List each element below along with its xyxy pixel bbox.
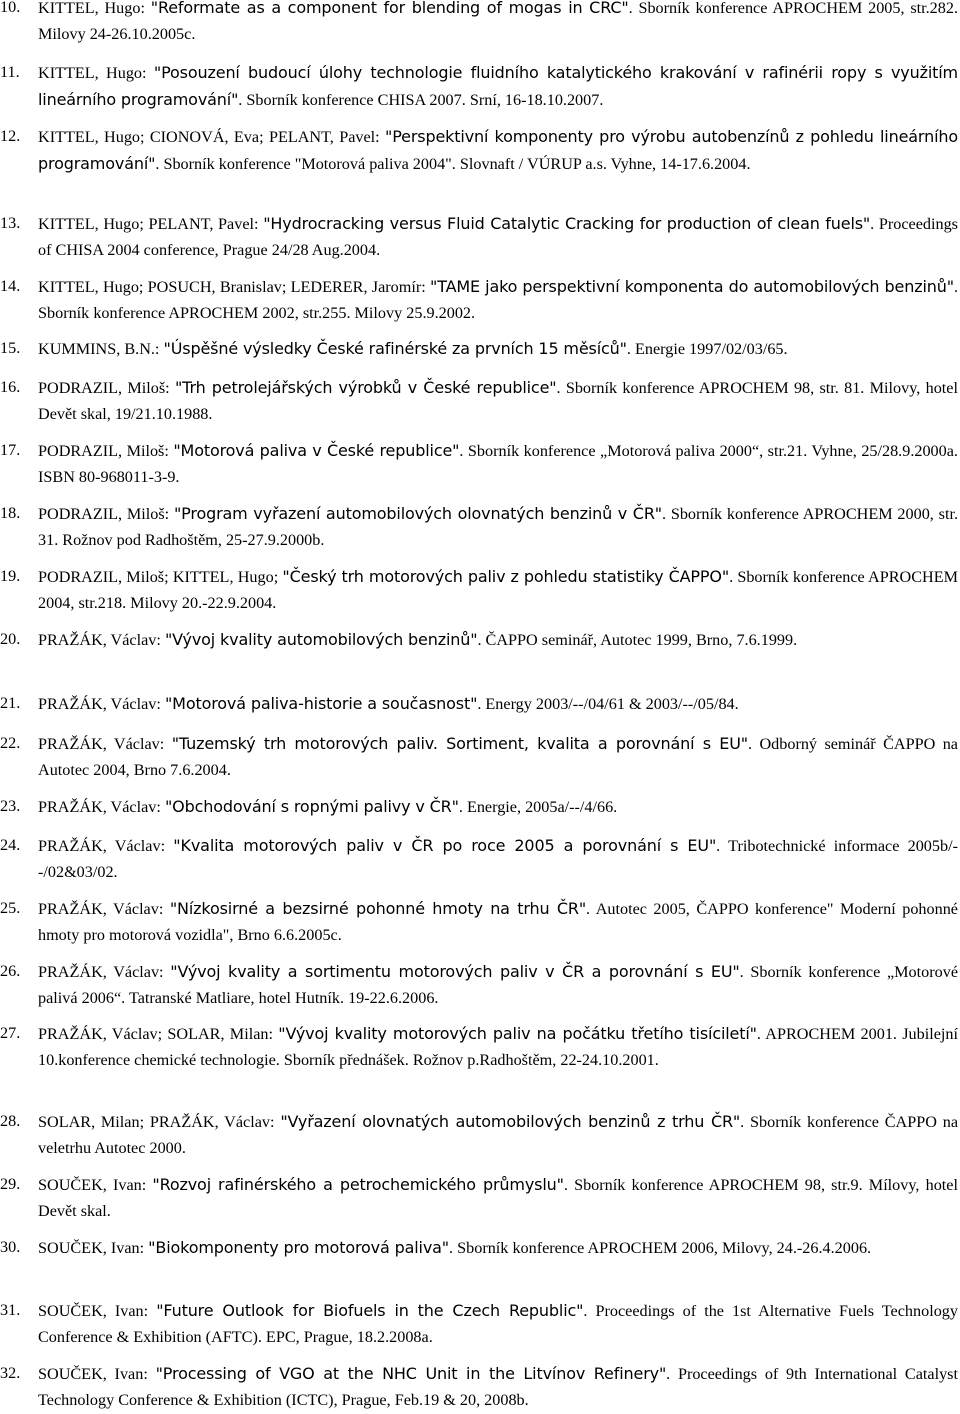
reference-details: . Sborník konference CHISA 2007. Srní, 16-18.10.2007.	[238, 90, 604, 109]
reference-number: 24.	[0, 836, 21, 854]
reference-item	[0, 1361, 958, 1413]
reference-number: 14.	[0, 277, 21, 295]
reference-title: "Vývoj kvality a sortimentu motorových paliv v ČR a porovnání s EU"	[170, 962, 740, 981]
reference-details: . Energie 1997/02/03/65.	[626, 340, 788, 358]
reference-number: 27.	[0, 1024, 21, 1042]
reference-authors: SOLAR, Milan; PRAŽÁK, Václav:	[38, 1113, 281, 1131]
reference-item	[0, 438, 958, 490]
reference-item	[0, 794, 958, 821]
reference-number: 16.	[0, 378, 21, 396]
reference-authors: KITTEL, Hugo; PELANT, Pavel:	[38, 215, 264, 233]
reference-details: . Sborník konference APROCHEM 2004, str.218. Milovy 20.-22.9.2004.	[38, 568, 959, 612]
reference-number: 11.	[0, 63, 20, 81]
reference-item	[0, 896, 958, 948]
reference-number: 17.	[0, 441, 21, 459]
reference-item	[0, 833, 958, 885]
reference-authors: KUMMINS, B.N.:	[38, 340, 164, 358]
reference-number: 20.	[0, 630, 21, 648]
reference-details: . Odborný seminář ČAPPO na Autotec 2004, Brno 7.6.2004.	[38, 735, 958, 779]
reference-item	[0, 375, 958, 427]
reference-number: 12.	[0, 127, 21, 145]
reference-details: . Autotec 2005, ČAPPO konference" Moderní pohonné hmoty pro motorová vozidla", Brno 6.6.2005c.	[38, 900, 958, 944]
reference-authors: PRAŽÁK, Václav:	[38, 735, 172, 753]
reference-title: "Motorová paliva v České republice"	[173, 441, 460, 460]
reference-title: "Kvalita motorových paliv v ČR po roce 2005 a porovnání s EU"	[173, 836, 717, 855]
reference-item	[0, 1298, 958, 1350]
reference-details: . Proceedings of 9th International Catalyst Technology Conference & Exhibition (ICTC), Prague, Feb.19 & 20, 2008b.	[38, 1365, 958, 1409]
reference-title: "Rozvoj rafinérského a petrochemického průmyslu"	[152, 1175, 564, 1194]
reference-title: "Future Outlook for Biofuels in the Czech Republic"	[156, 1301, 584, 1320]
reference-number: 23.	[0, 797, 21, 815]
reference-item	[0, 564, 958, 616]
reference-number: 19.	[0, 567, 21, 585]
reference-details: . Sborník konference APROCHEM 2002, str.255. Milovy 25.9.2002.	[38, 278, 959, 322]
reference-title: "Reformate as a component for blending of mogas in CRC"	[150, 0, 629, 17]
reference-details: . Energy 2003/--/04/61 & 2003/--/05/84.	[477, 695, 739, 713]
reference-number: 15.	[0, 339, 21, 357]
reference-item	[0, 959, 958, 1011]
reference-item	[0, 691, 958, 718]
reference-title: "Processing of VGO at the NHC Unit in the Litvínov Refinery"	[155, 1364, 667, 1383]
reference-authors: SOUČEK, Ivan:	[38, 1302, 157, 1320]
reference-details: . Sborník konference ČAPPO na veletrhu Autotec 2000.	[38, 1113, 959, 1157]
reference-item	[0, 1172, 958, 1224]
reference-authors: PODRAZIL, Miloš; KITTEL, Hugo;	[38, 568, 283, 586]
reference-item	[0, 211, 958, 263]
reference-item	[0, 501, 958, 553]
reference-title: "Perspektivní komponenty pro výrobu autobenzínů z pohledu lineárního programování"	[38, 127, 958, 173]
reference-title: "Posouzení budoucí úlohy technologie fluidního katalytického krakování v rafinérii ropy s využitím lineárního programování"	[38, 63, 958, 109]
reference-details: . Sborník konference APROCHEM 2005, str.282. Milovy 24-26.10.2005c.	[38, 0, 958, 43]
reference-title: "Trh petrolejářských výrobků v České republice"	[174, 378, 557, 397]
reference-title: "Nízkosirné a bezsirné pohonné hmoty na trhu ČR"	[169, 899, 587, 918]
reference-authors: SOUČEK, Ivan:	[38, 1365, 156, 1383]
reference-item	[0, 0, 958, 47]
reference-title: "Vývoj kvality motorových paliv na počátku třetího tisíciletí"	[278, 1024, 757, 1043]
reference-authors: PRAŽÁK, Václav:	[38, 837, 174, 855]
reference-number: 30.	[0, 1238, 21, 1256]
reference-title: "Úspěšné výsledky České rafinérské za prvních 15 měsíců"	[163, 339, 627, 358]
reference-item	[0, 336, 958, 363]
reference-details: . Sborník konference APROCHEM 2006, Milovy, 24.-26.4.2006.	[449, 1239, 872, 1257]
reference-details: . APROCHEM 2001. Jubilejní 10.konference chemické technologie. Sborník přednášek. Rožnov p.Radhoštěm, 22-24.10.2001.	[38, 1025, 959, 1069]
reference-details: . Sborník konference APROCHEM 98, str. 81. Milovy, hotel Devět skal, 19/21.10.1988.	[38, 379, 958, 423]
reference-authors: PRAŽÁK, Václav:	[38, 900, 170, 918]
reference-item	[0, 124, 958, 177]
reference-number: 31.	[0, 1301, 21, 1319]
reference-details: . Tribotechnické informace 2005b/--/02&03/02.	[38, 837, 958, 881]
reference-number: 10.	[0, 0, 21, 16]
reference-authors: PRAŽÁK, Václav:	[38, 695, 165, 713]
reference-authors: SOUČEK, Ivan:	[38, 1176, 153, 1194]
reference-details: . Sborník konference „Motorová paliva 2000“, str.21. Vyhne, 25/28.9.2000a. ISBN 80-968011-3-9.	[38, 442, 958, 486]
reference-details: . Sborník konference „Motorové palivá 2006“. Tatranské Matliare, hotel Hutník. 19-22.6.2006.	[38, 963, 958, 1007]
reference-title: "Biokomponenty pro motorová paliva"	[148, 1238, 450, 1257]
reference-number: 13.	[0, 214, 21, 232]
reference-details: . Proceedings of CHISA 2004 conference, Prague 24/28 Aug.2004.	[38, 215, 958, 259]
reference-authors: PODRAZIL, Miloš:	[38, 442, 174, 460]
reference-title: "Motorová paliva-historie a současnost"	[164, 694, 478, 713]
reference-title: "Obchodování s ropnými palivy v ČR"	[164, 797, 459, 816]
reference-authors: PRAŽÁK, Václav; SOLAR, Milan:	[38, 1025, 279, 1043]
reference-authors: KITTEL, Hugo:	[38, 0, 151, 17]
reference-authors: KITTEL, Hugo:	[38, 64, 154, 82]
reference-title: "TAME jako perspektivní komponenta do automobilových benzinů"	[430, 277, 954, 296]
reference-authors: PRAŽÁK, Václav:	[38, 631, 165, 649]
reference-details: . Sborník konference "Motorová paliva 2004". Slovnaft / VÚRUP a.s. Vyhne, 14-17.6.2004.	[155, 154, 751, 173]
reference-title: "Tuzemský trh motorových paliv. Sortiment, kvalita a porovnání s EU"	[171, 734, 748, 753]
reference-number: 25.	[0, 899, 21, 917]
reference-authors: PODRAZIL, Miloš:	[38, 379, 175, 397]
reference-number: 22.	[0, 734, 21, 752]
reference-title: "Vyřazení olovnatých automobilových benzinů z trhu ČR"	[280, 1112, 741, 1131]
reference-number: 18.	[0, 504, 21, 522]
reference-details: . Proceedings of the 1st Alternative Fuels Technology Conference & Exhibition (AFTC). EPC, Prague, 18.2.2008a.	[38, 1302, 958, 1346]
reference-item	[0, 731, 958, 783]
reference-authors: PODRAZIL, Miloš:	[38, 505, 174, 523]
reference-number: 26.	[0, 962, 21, 980]
reference-item	[0, 60, 958, 113]
reference-number: 21.	[0, 694, 21, 712]
reference-number: 28.	[0, 1112, 21, 1130]
reference-number: 29.	[0, 1175, 21, 1193]
reference-title: "Český trh motorových paliv z pohledu statistiky ČAPPO"	[282, 567, 730, 586]
reference-details: . Energie, 2005a/--/4/66.	[458, 798, 618, 816]
reference-item	[0, 1021, 958, 1073]
reference-details: . Sborník konference APROCHEM 98, str.9. Mílovy, hotel Devět skal.	[38, 1176, 958, 1220]
reference-title: "Hydrocracking versus Fluid Catalytic Cracking for production of clean fuels"	[263, 214, 871, 233]
reference-item	[0, 274, 958, 326]
reference-title: "Vývoj kvality automobilových benzinů"	[164, 630, 478, 649]
reference-item	[0, 1235, 958, 1262]
reference-details: . Sborník konference APROCHEM 2000, str. 31. Rožnov pod Radhoštěm, 25-27.9.2000b.	[38, 505, 958, 549]
reference-item	[0, 1109, 958, 1161]
reference-authors: PRAŽÁK, Václav:	[38, 963, 171, 981]
reference-details: . ČAPPO seminář, Autotec 1999, Brno, 7.6.1999.	[477, 631, 798, 649]
reference-authors: KITTEL, Hugo; CIONOVÁ, Eva; PELANT, Pavel:	[38, 128, 386, 146]
reference-authors: PRAŽÁK, Václav:	[38, 798, 165, 816]
reference-authors: KITTEL, Hugo; POSUCH, Branislav; LEDERER, Jaromír:	[38, 278, 430, 296]
reference-item	[0, 627, 958, 654]
reference-number: 32.	[0, 1364, 21, 1382]
reference-title: "Program vyřazení automobilových olovnatých benzinů v ČR"	[173, 504, 662, 523]
reference-authors: SOUČEK, Ivan:	[38, 1239, 149, 1257]
